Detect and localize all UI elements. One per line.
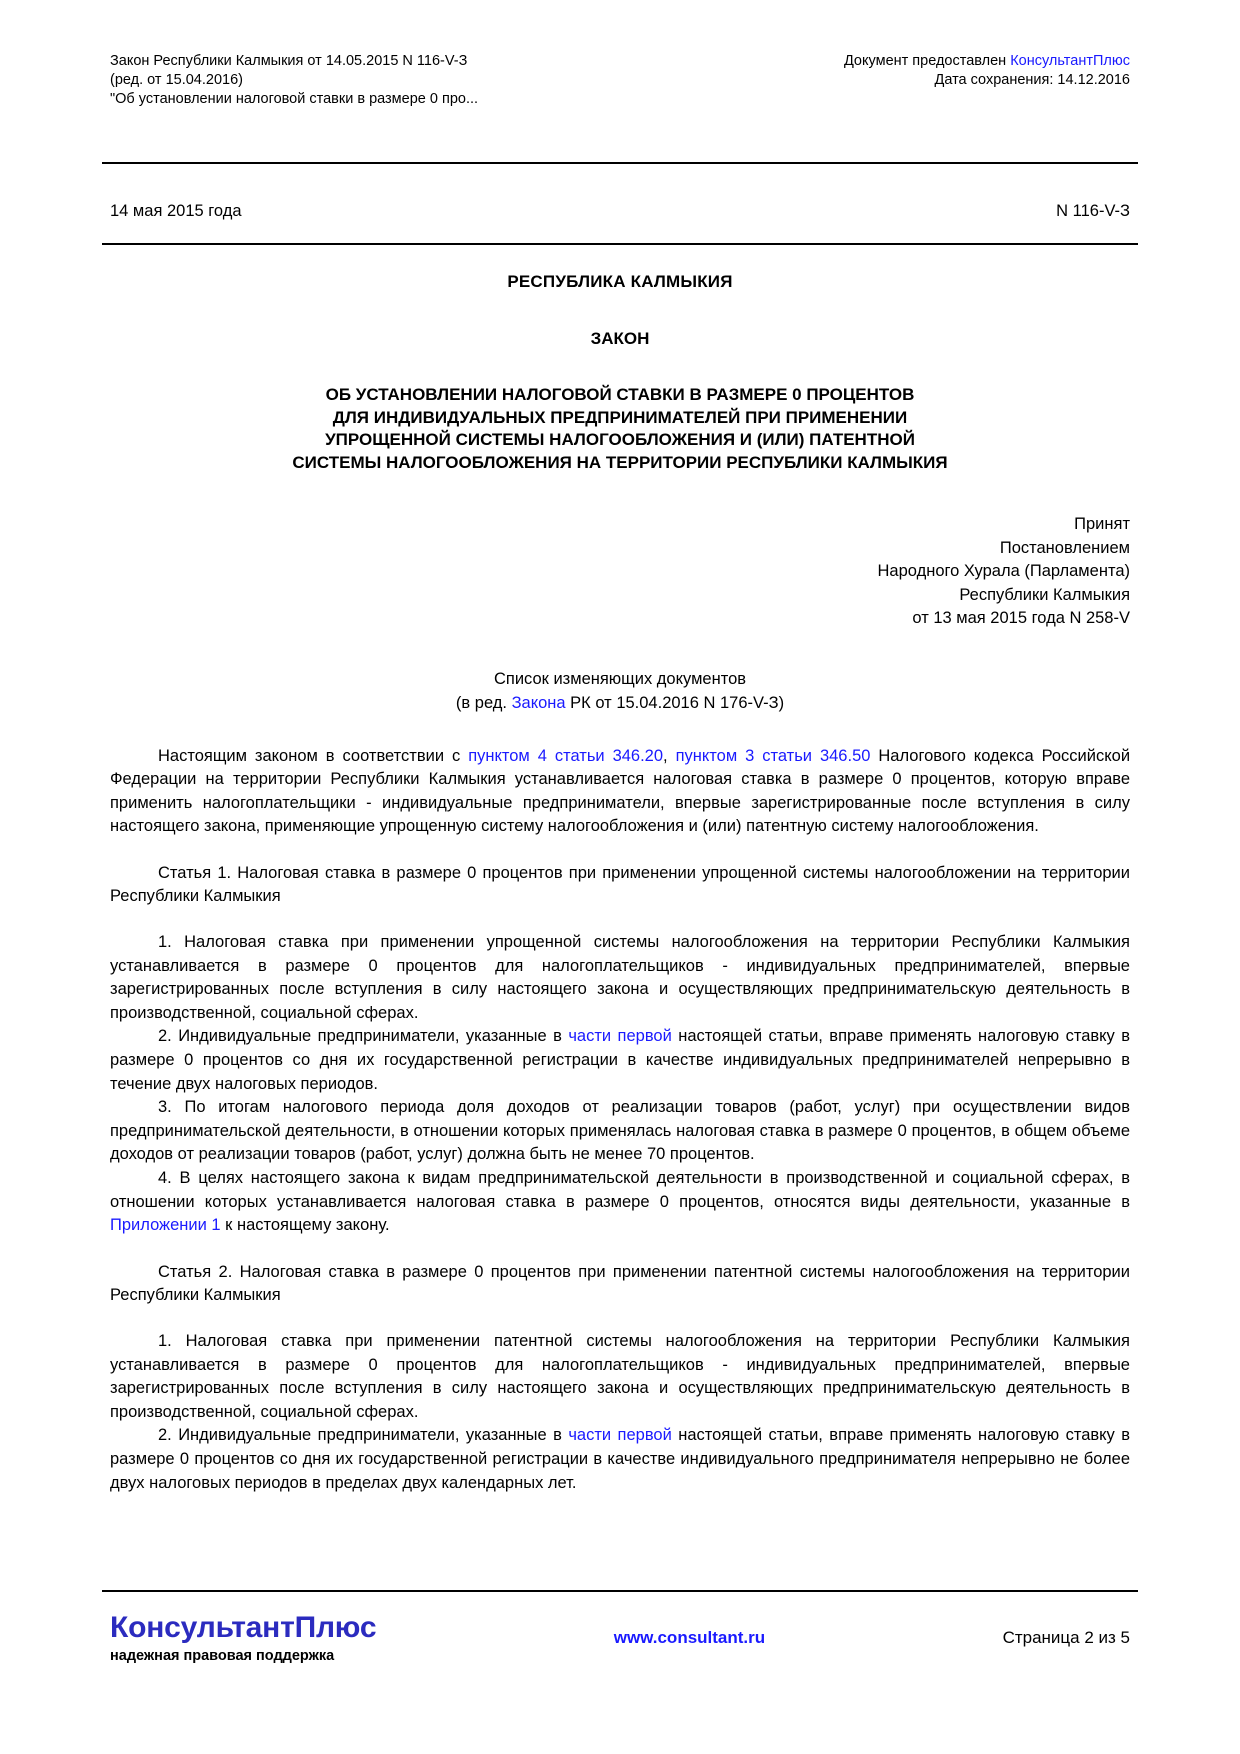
header-doc-subtitle: "Об установлении налоговой ставки в размере 0 про... [110,91,479,107]
article-1-clause-2-text-2: настоящей статьи, вправе применять налоговую ставку в размере 0 процентов со дня их государственной регистрации в качестве индивидуальных предпринимателей непрерывно в течение двух налоговых периодов. [110,1027,1130,1093]
article-1-heading: Статья 1. Налоговая ставка в размере 0 процентов при применении упрощенной системы налогообложении на территории Республики Калмыкия [110,863,1130,906]
footer-brand-name: КонсультантПлюс [110,1611,377,1644]
adopted-line-5: от 13 мая 2015 года N 258-V [912,609,1130,627]
header-provided-by [844,52,1130,71]
law-full-title [110,384,1130,474]
article-2-clause-2 [110,1424,1130,1495]
law-title-line-4: СИСТЕМЫ НАЛОГООБЛОЖЕНИЯ НА ТЕРРИТОРИИ РЕСПУБЛИКИ КАЛМЫКИЯ [292,452,948,472]
article-1-clause-1: 1. Налоговая ставка при применении упрощенной системы налогообложения на территории Республики Калмыкия устанавливается в размере 0 процентов для налогоплательщиков - индивидуальных предпринимателей, впервые зарегистрированных после вступления в силу настоящего закона и осуществляющих предпринимательскую деятельность в производственной, социальной сферах. [110,933,1130,1022]
article-1-clause-4-text-2: к настоящему закону. [220,1216,390,1235]
amendments-reference [110,691,1130,715]
amendments-ref-prefix: (в ред. [455,693,512,712]
amendments-ref-suffix: РК от 15.04.2016 N 176-V-З) [565,693,785,712]
preamble-link-346-50[interactable]: пунктом 3 статьи 346.50 [675,746,871,765]
amendments-ref-link[interactable]: Закона [511,693,566,712]
preamble-text-1: Настоящим законом в соответствии с [158,746,469,765]
law-number: N 116-V-З [1056,202,1130,220]
adopted-line-1: Принят [1074,515,1130,533]
header-saved-date: Дата сохранения: 14.12.2016 [934,72,1130,88]
article-1-clause-2-link[interactable]: части первой [568,1027,672,1046]
law-title-line-2: ДЛЯ ИНДИВИДУАЛЬНЫХ ПРЕДПРИНИМАТЕЛЕЙ ПРИ ПРИМЕНЕНИИ [332,407,908,427]
header-brand-link[interactable]: КонсультантПлюс [1010,53,1130,69]
article-1-clause-4-text-1: 4. В целях настоящего закона к видам предпринимательской деятельности в производственной и социальной сферах, в отношении которых устанавливается налоговая ставка в размере 0 процентов, относятся виды деятельности, указанные в [110,1169,1130,1211]
footer-brand-tagline: надежная правовая поддержка [110,1648,335,1664]
document-body [110,262,1130,1495]
preamble-paragraph [110,745,1130,839]
preamble-link-346-20[interactable]: пунктом 4 статьи 346.20 [468,746,664,765]
page-footer [110,1612,1130,1664]
law-date: 14 мая 2015 года [110,202,242,220]
article-1-clause-4 [110,1167,1130,1238]
article-1-clause-3: 3. По итогам налогового периода доля доходов от реализации товаров (работ, услуг) при осуществлении видов предпринимательской деятельности, в отношении которых применялась налоговая ставка в размере 0 процентов, в общем объеме доходов от реализации товаров (работ, услуг) должна быть не менее 70 процентов. [110,1098,1130,1164]
article-1-clause-4-link-appendix[interactable]: Приложении 1 [110,1216,221,1235]
law-title-line-1: ОБ УСТАНОВЛЕНИИ НАЛОГОВОЙ СТАВКИ В РАЗМЕРЕ 0 ПРОЦЕНТОВ [325,385,915,404]
article-2-heading: Статья 2. Налоговая ставка в размере 0 процентов при применении патентной системы налогообложения на территории Республики Калмыкия [110,1262,1130,1305]
running-header-left [110,52,478,109]
running-header-right [844,52,1130,90]
article-2-clause-2-text-2: настоящей статьи, вправе применять налоговую ставку в размере 0 процентов со дня их государственной регистрации в качестве индивидуального предпринимателя непрерывно не более двух налоговых периодов в пределах двух календарных лет. [110,1426,1130,1492]
article-1-clause-2-text-1: 2. Индивидуальные предприниматели, указанные в [158,1027,569,1046]
law-title-line-3: УПРОЩЕННОЙ СИСТЕМЫ НАЛОГООБЛОЖЕНИЯ И (ИЛИ) ПАТЕНТНОЙ [325,430,915,449]
preamble-text-3: Налогового кодекса Российской Федерации на территории Республики Калмыкия устанавливается налоговая ставка в размере 0 процентов, которую вправе применить налогоплательщики - индивидуальные предприниматели, впервые зарегистрированные после вступления в силу настоящего закона, применяющие упрощенную систему налогообложения и (или) патентную систему налогообложения. [110,746,1131,836]
amendments-block [110,667,1130,715]
footer-divider [102,1590,1138,1592]
article-1-clause-2 [110,1025,1130,1096]
header-divider-bottom [102,243,1138,245]
preamble-text-2: , [663,746,676,765]
header-doc-title-line1: Закон Республики Калмыкия от 14.05.2015 N 116-V-З [110,53,468,69]
footer-brand-block [110,1612,376,1664]
header-divider-top [102,162,1138,164]
article-2-clause-2-text-1: 2. Индивидуальные предприниматели, указанные в [158,1426,569,1445]
adopted-line-3: Народного Хурала (Парламента) [877,562,1130,580]
running-header [110,52,1130,109]
footer-website-link[interactable]: www.consultant.ru [613,1628,766,1647]
date-number-line [110,202,1130,221]
adopted-line-4: Республики Калмыкия [959,585,1130,604]
amendments-heading: Список изменяющих документов [493,669,747,688]
article-2-clause-1: 1. Налоговая ставка при применении патентной системы налогообложения на территории Республики Калмыкия устанавливается в размере 0 процентов для налогоплательщиков - индивидуальных предпринимателей, впервые зарегистрированных после вступления в силу настоящего закона и осуществляющих предпринимательскую деятельность в производственной, социальной сферах. [110,1331,1130,1421]
law-word-heading: ЗАКОН [590,328,650,348]
adoption-block [110,513,1130,631]
header-doc-revision: (ред. от 15.04.2016) [110,72,243,88]
header-provided-label: Документ предоставлен [843,53,1011,69]
republic-heading: РЕСПУБЛИКА КАЛМЫКИЯ [507,272,733,291]
footer-page-number: Страница 2 из 5 [1002,1628,1130,1647]
adopted-line-2: Постановлением [999,538,1130,557]
article-2-clause-2-link[interactable]: части первой [568,1426,672,1445]
